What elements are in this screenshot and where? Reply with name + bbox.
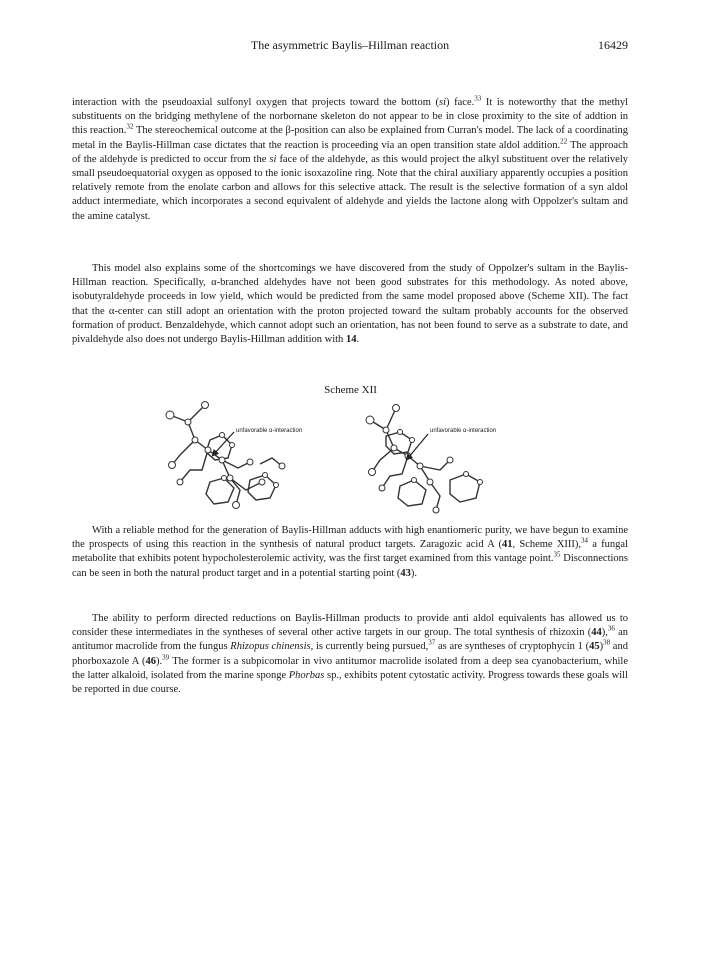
left-label: unfavorable α-interaction — [236, 428, 303, 434]
right-label: unfavorable α-interaction — [430, 428, 497, 434]
text-run: ), — [601, 627, 608, 639]
paragraph-3 — [72, 524, 628, 581]
text-run: ). — [410, 567, 418, 579]
page-number: 16429 — [598, 38, 628, 52]
reference-superscript: 34 — [581, 536, 589, 545]
bold-run: 14 — [345, 334, 357, 346]
text-run: The ability to perform directed reductions on Baylis-Hillman products to provide anti aldol equivalents has allowed us to consider these intermediates in the syntheses of several other active targets in our group. The total synthesis of rhizoxin ( — [72, 613, 628, 639]
reference-superscript: 36 — [607, 624, 615, 633]
reference-superscript: 22 — [560, 137, 568, 146]
text-run: ). — [156, 655, 163, 667]
text-run: . — [356, 334, 360, 346]
paragraph-4 — [72, 612, 628, 697]
left-molecule-atoms — [166, 402, 285, 509]
italic-run: si — [439, 97, 447, 108]
text-run: ) — [599, 641, 604, 653]
scheme-xii-figure — [150, 400, 550, 515]
text-run: With a reliable method for the generation of Baylis-Hillman adducts with high enantiomeric purity, we have begun to examine the prospects of using this reaction in the synthesis of natural product targets. Zaragozic acid A ( — [72, 525, 628, 551]
reference-superscript: 33 — [474, 94, 482, 103]
running-header — [72, 38, 628, 54]
text-run: face of the aldehyde, as this would project the alkyl substituent over the relatively small pseudoequatorial oxygen as opposed to the ionic isoxazoline ring. Note that the chiral auxiliary apparently occupies a position relatively remote from the enolate carbon and allows for this selective attack. The result is the selective formation of a syn aldol adduct intermediate, which incorporates a second equivalent of aldehyde and yields the lactone along with Oppolzer's sultam and the amine catalyst. — [72, 153, 628, 222]
paragraph-2 — [72, 262, 628, 347]
compound-number: 41 — [502, 539, 513, 551]
text-run: sp., exhibits potent cytostatic activity. Progress towards these goals will be reported in due course. — [72, 669, 628, 696]
text-run: This model also explains some of the shortcomings we have discovered from the study of Oppolzer's sultam in the Baylis-Hillman reaction. Specifically, α-branched aldehydes have not been good substrates for this methodology. As noted above, isobutyraldehyde proceeds in low yield, which would be predicted from the same model proposed above (Scheme XII). The fact that the α-center can still adopt an orientation with the proton projected toward the sultam probably accounts for the observed formation of product. Benzaldehyde, which cannot adopt such an orientation, has not been found to serve as a substrate to date, and pivaldehyde also does not undergo Baylis-Hillman addition with — [72, 263, 628, 346]
text-run: as are syntheses of cryptophycin 1 ( — [435, 641, 590, 653]
text-run: ) face. — [446, 97, 475, 108]
text-run: The stereochemical outcome at the β-position can also be explained from Curran's model. The lack of a coordinating metal in the Baylis-Hillman case dictates that the reaction is proceeding via an open transition state aldol addition. — [72, 125, 629, 151]
compound-number: 43 — [400, 567, 411, 579]
text-run: and phorboxazole A ( — [72, 641, 628, 667]
text-run: interaction with the pseudoaxial sulfonyl oxygen that projects toward the bottom ( — [72, 97, 439, 108]
text-run: a fungal metabolite that exhibits potent hypocholesterolemic activity, was the first target examined from this vantage point. — [72, 539, 628, 565]
text-run: The approach of the aldehyde is predicted to occur from the — [72, 139, 628, 165]
italic-run: Phorbas — [288, 669, 325, 681]
reference-superscript: 37 — [428, 638, 436, 647]
compound-number: 44 — [591, 627, 602, 639]
text-run: , Scheme XIII), — [512, 539, 582, 551]
text-run: Disconnections can be seen in both the natural product target and in a potential starting point ( — [72, 553, 628, 579]
text-run: , is currently being pursued, — [310, 641, 429, 653]
reference-superscript: 39 — [162, 653, 170, 662]
text-run: It is noteworthy that the methyl substituents on the bridging methylene of the norbornane skeleton do not appear to be in close proximity to the site of addtion in this reaction. — [72, 97, 628, 137]
reference-superscript: 38 — [603, 638, 611, 647]
text-run: The former is a subpicomolar in vivo antitumor macrolide isolated from a deep sea cyanobacterium, while the latter alkaloid, isolated from the marine sponge — [72, 655, 628, 681]
compound-number: 46 — [145, 655, 157, 667]
right-molecule-model — [370, 408, 480, 510]
running-title: The asymmetric Baylis–Hillman reaction — [250, 38, 450, 52]
italic-run: Rhizopus chinensis — [230, 641, 311, 653]
scheme-title: Scheme XII — [324, 384, 377, 396]
text-run: an antitumor macrolide from the fungus — [72, 627, 628, 653]
italic-run: si — [269, 153, 277, 165]
compound-number: 45 — [589, 641, 600, 653]
reference-superscript: 35 — [553, 550, 561, 559]
paragraph-1 — [72, 96, 628, 224]
reference-superscript: 32 — [126, 122, 134, 131]
